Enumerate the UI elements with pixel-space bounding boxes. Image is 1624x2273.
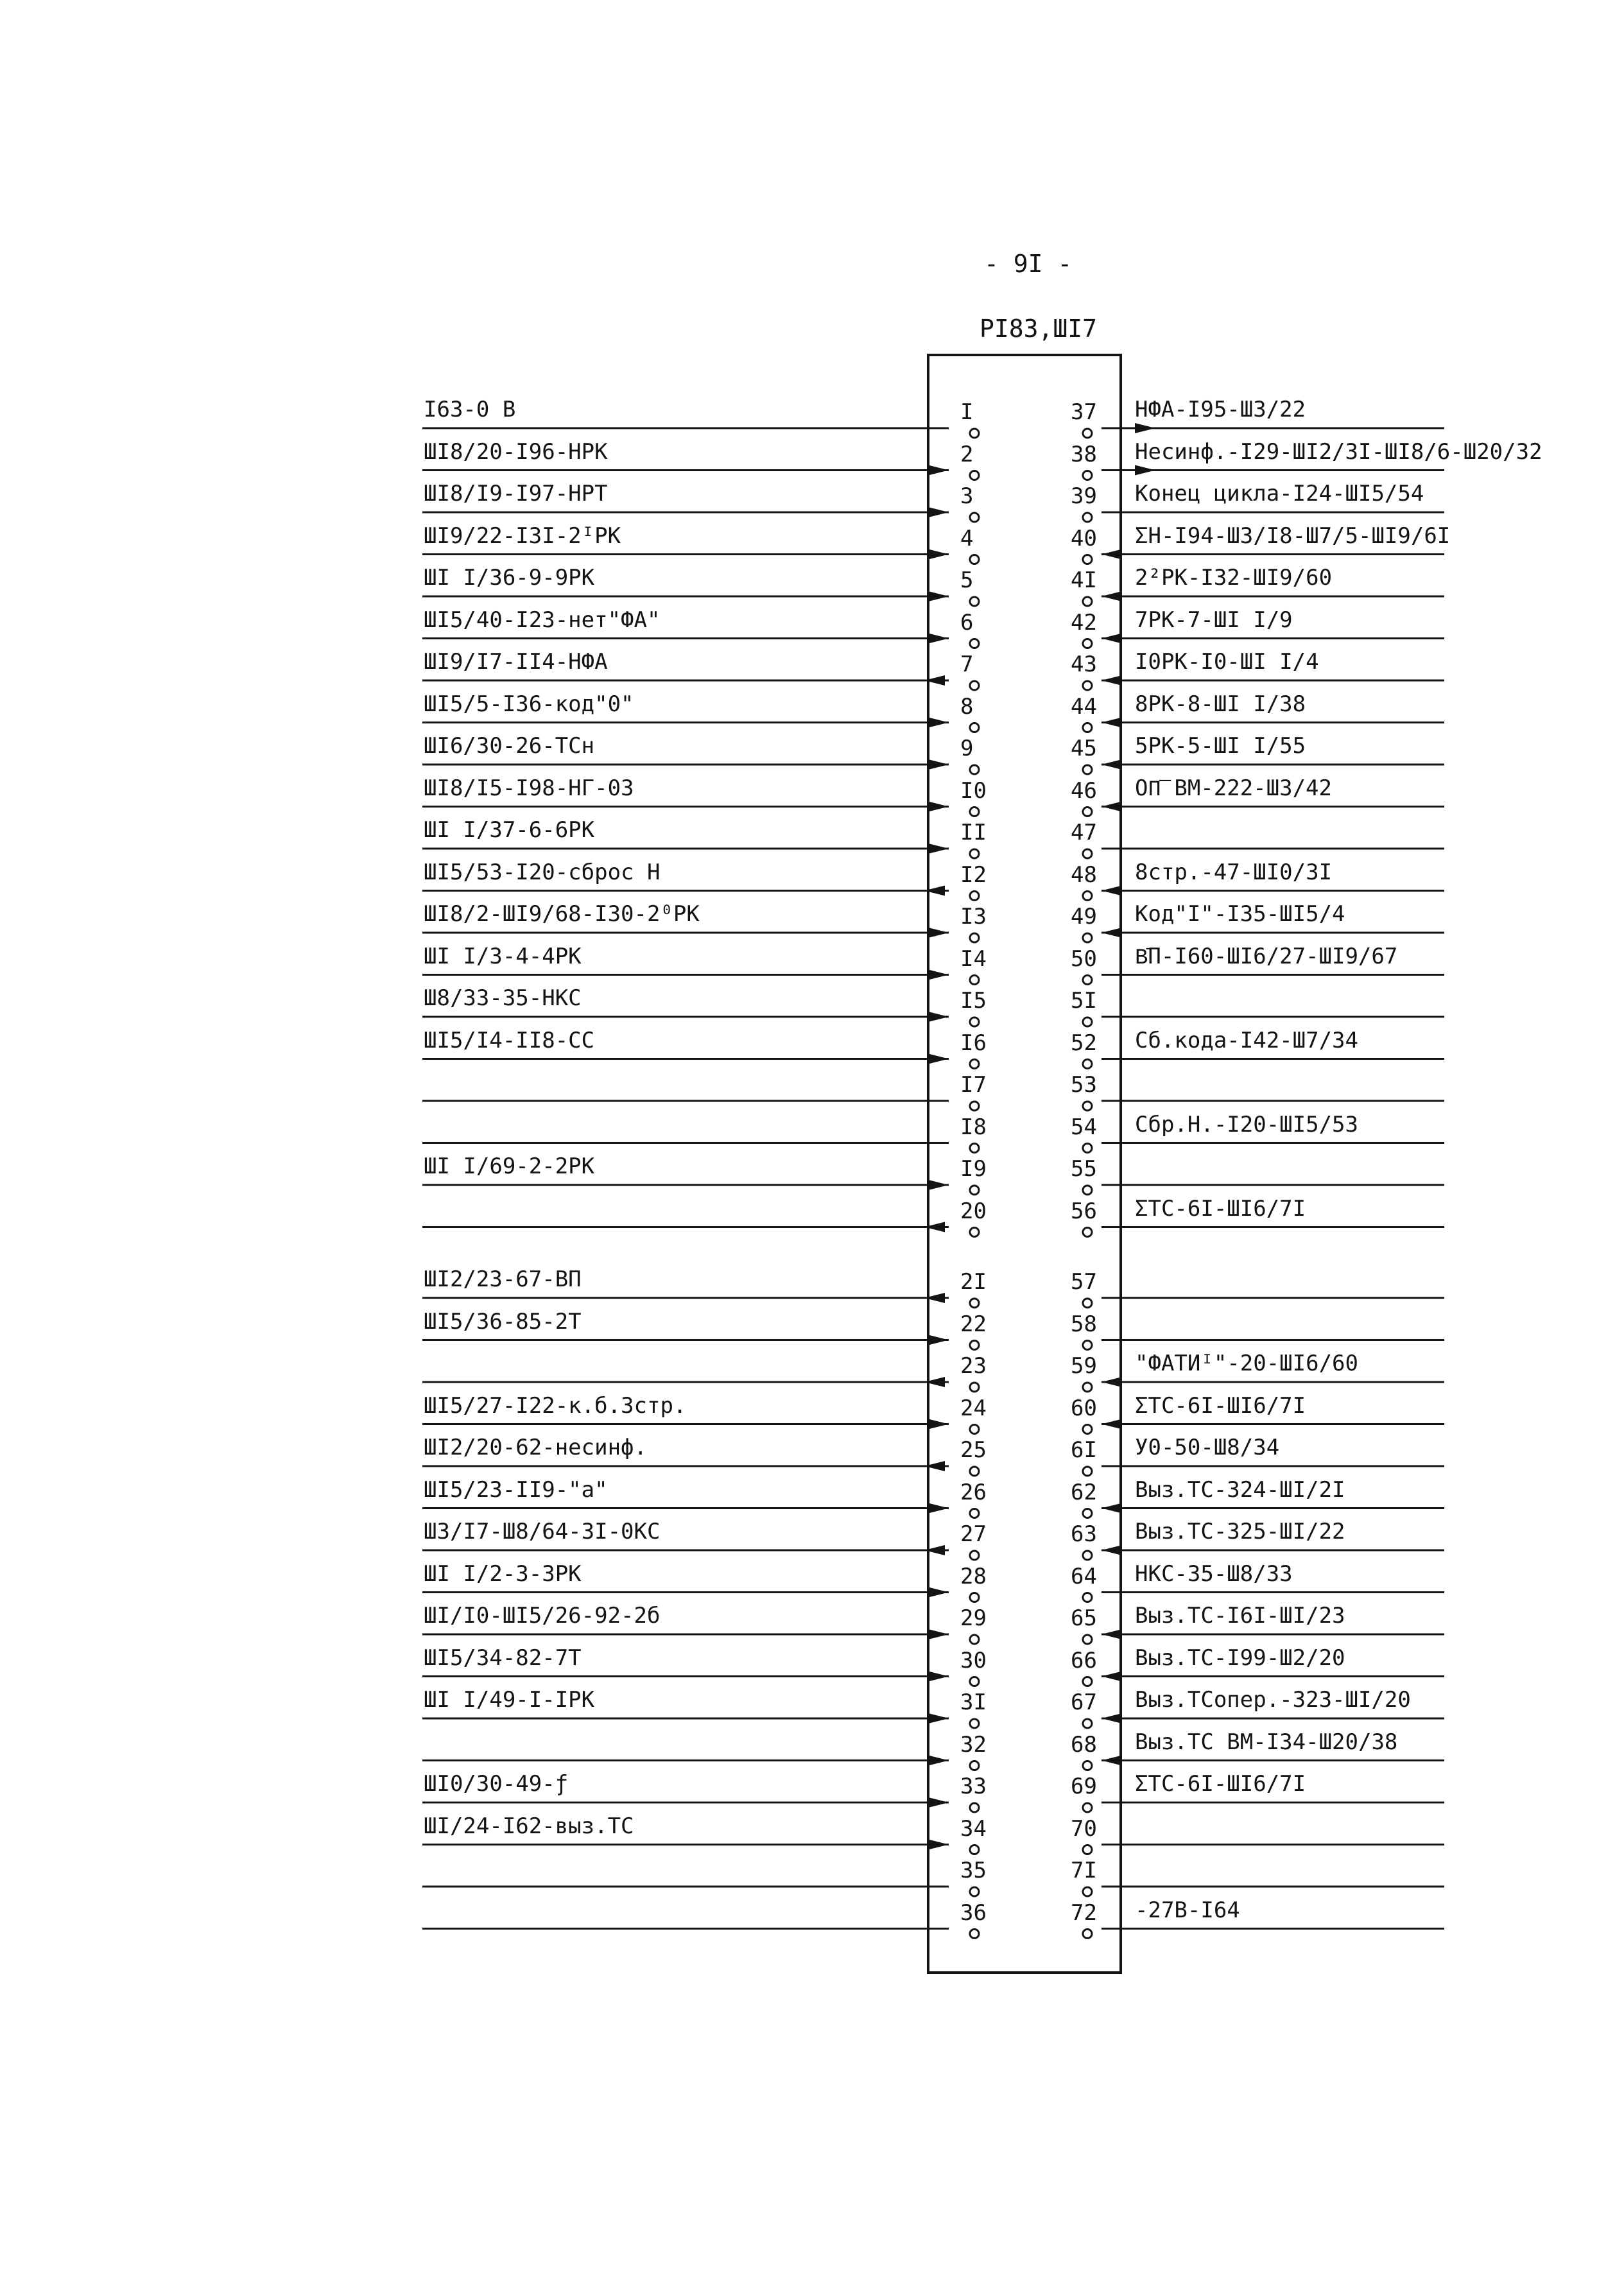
- right-wire: [1083, 1143, 1444, 1153]
- pin-contact-circle: [970, 1677, 979, 1686]
- right-pin-number: 64: [1071, 1563, 1097, 1589]
- right-wire: [1083, 675, 1444, 690]
- left-wire: [422, 1545, 979, 1560]
- pin-contact-circle: [970, 849, 979, 858]
- left-signal-label: ШI8/20-I96-НРК: [424, 438, 608, 465]
- right-signal-label: Сб.кода-I42-Ш7/34: [1135, 1027, 1358, 1053]
- right-signal-label: ΣТС-6I-ШI6/7I: [1135, 1771, 1306, 1797]
- pin-contact-circle: [1083, 849, 1092, 858]
- pin-contact-circle: [1083, 429, 1092, 438]
- pin-contact-circle: [970, 681, 979, 690]
- pin-contact-circle: [970, 1228, 979, 1237]
- pin-contact-circle: [970, 1144, 979, 1153]
- right-wire: [1083, 849, 1444, 858]
- right-signal-label: "ФАТИᴵ"-20-ШI6/60: [1135, 1351, 1358, 1376]
- pin-contact-circle: [1083, 1467, 1092, 1476]
- left-signal-label: ШI I/2-3-3РК: [424, 1560, 582, 1587]
- right-pin-number: 57: [1071, 1269, 1097, 1295]
- left-signal-label: ШI8/I9-I97-НРТ: [424, 481, 608, 506]
- right-wire: [1083, 1185, 1444, 1195]
- left-wire: [422, 886, 979, 901]
- pin-contact-circle: [970, 513, 979, 522]
- left-wire: [422, 1180, 979, 1195]
- right-pin-number: 44: [1071, 693, 1097, 720]
- left-pin-number: 9: [960, 736, 974, 761]
- left-wire: [422, 1335, 979, 1350]
- right-pin-number: 39: [1071, 483, 1097, 509]
- right-signal-label: Выз.ТС ВМ-I34-Ш20/38: [1135, 1729, 1398, 1755]
- left-wire: [422, 1377, 979, 1392]
- left-pin-number: I3: [960, 904, 987, 929]
- left-pin-number: I4: [960, 946, 987, 972]
- pin-contact-circle: [1083, 1677, 1092, 1686]
- right-wire: [1083, 1059, 1444, 1069]
- pin-contact-circle: [1083, 471, 1092, 480]
- pin-contact-circle: [970, 1186, 979, 1195]
- left-wire: [422, 843, 979, 858]
- right-pin-number: 72: [1071, 1899, 1097, 1926]
- pin-contact-circle: [970, 1803, 979, 1812]
- pin-contact-circle: [1083, 1803, 1092, 1812]
- right-pin-number: 50: [1071, 946, 1097, 972]
- left-pin-number: 26: [960, 1479, 987, 1505]
- pin-contact-circle: [1083, 1930, 1092, 1939]
- right-pin-number: 68: [1071, 1731, 1097, 1758]
- pin-contact-circle: [970, 976, 979, 985]
- pin-contact-circle: [970, 1930, 979, 1939]
- pin-contact-circle: [1083, 933, 1092, 942]
- right-wire: [1083, 591, 1444, 606]
- right-signal-label: Выз.ТС-325-ШI/22: [1135, 1519, 1345, 1544]
- right-pin-number: 5I: [1071, 988, 1097, 1014]
- pin-contact-circle: [1083, 1299, 1092, 1308]
- right-pin-number: 58: [1071, 1311, 1097, 1337]
- right-signal-label: Выз.ТС-324-ШI/2I: [1135, 1476, 1345, 1503]
- right-pin-number: 66: [1071, 1647, 1097, 1673]
- pin-contact-circle: [970, 1887, 979, 1896]
- pin-contact-circle: [1083, 1761, 1092, 1770]
- pin-contact-circle: [1083, 892, 1092, 901]
- left-signal-label: ШI0/30-49-ƒ: [424, 1771, 569, 1797]
- right-wire: [1083, 1713, 1444, 1728]
- pin-contact-circle: [1083, 723, 1092, 732]
- pin-contact-circle: [1083, 1341, 1092, 1350]
- left-pin-number: I0: [960, 777, 987, 804]
- left-wire: [422, 1012, 979, 1026]
- pin-contact-circle: [970, 1102, 979, 1111]
- pin-contact-circle: [1083, 597, 1092, 606]
- pin-contact-circle: [1083, 1228, 1092, 1237]
- pin-contact-circle: [1083, 1186, 1092, 1195]
- right-pin-number: 40: [1071, 525, 1097, 551]
- pin-contact-circle: [1083, 1719, 1092, 1728]
- left-wire: [422, 718, 979, 732]
- right-pin-number: 38: [1071, 441, 1097, 467]
- left-pin-number: 36: [960, 1899, 987, 1926]
- right-pin-number: 55: [1071, 1156, 1097, 1182]
- connector-title: PI83,ШI7: [980, 315, 1098, 343]
- left-pin-number: 2I: [960, 1269, 987, 1295]
- left-signal-label: ШI I/37-6-6РК: [424, 817, 595, 843]
- right-signal-label: 5РК-5-ШI I/55: [1135, 733, 1306, 759]
- pin-contact-circle: [970, 1551, 979, 1560]
- pin-contact-circle: [970, 1761, 979, 1770]
- left-signal-label: ШI I/3-4-4РК: [424, 943, 582, 969]
- pin-contact-circle: [970, 1845, 979, 1854]
- right-signal-label: ΣН-I94-Ш3/I8-Ш7/5-ШI9/6I: [1135, 523, 1451, 549]
- left-pin-number: 6: [960, 609, 974, 635]
- left-wire: [422, 928, 979, 942]
- right-wire: [1083, 1419, 1444, 1434]
- left-signal-label: ШI5/36-85-2Т: [424, 1308, 582, 1335]
- left-signal-label: ШI9/22-I3I-2ᴵРК: [424, 523, 621, 549]
- right-wire: [1083, 1845, 1444, 1854]
- right-signal-label: НФА-I95-Ш3/22: [1135, 397, 1306, 422]
- left-signal-label: Ш8/33-35-НКС: [424, 985, 582, 1011]
- right-wire: [1083, 1298, 1444, 1308]
- left-wire: [422, 1461, 979, 1476]
- left-pin-number: 2: [960, 441, 974, 467]
- right-pin-number: 59: [1071, 1353, 1097, 1379]
- right-signal-label: 7РК-7-ШI I/9: [1135, 607, 1293, 633]
- left-pin-number: 3: [960, 483, 974, 509]
- left-pin-number: I: [960, 399, 974, 425]
- right-signal-label: ОП͞ ВМ-222-Ш3/42: [1135, 775, 1332, 801]
- right-pin-number: 56: [1071, 1198, 1097, 1224]
- right-pin-number: 52: [1071, 1030, 1097, 1056]
- pin-contact-circle: [1083, 1593, 1092, 1602]
- right-wire: [1083, 634, 1444, 648]
- pin-contact-circle: [970, 429, 979, 438]
- left-wire: [422, 970, 979, 985]
- left-signal-label: ШI5/53-I20-сброс Н: [424, 859, 661, 885]
- right-wire: [1083, 512, 1444, 522]
- left-pin-number: 7: [960, 652, 974, 677]
- left-wire: [422, 759, 979, 774]
- pin-contact-circle: [970, 765, 979, 774]
- right-wire: [1083, 1101, 1444, 1111]
- right-wire: [1083, 1503, 1444, 1518]
- right-pin-number: 4I: [1071, 567, 1097, 593]
- left-signal-label: ШI9/I7-II4-НФА: [424, 649, 608, 675]
- right-pin-number: 48: [1071, 861, 1097, 888]
- left-wire: [422, 1672, 979, 1686]
- left-signal-label: ШI6/30-26-ТСн: [424, 733, 595, 759]
- left-wire: [422, 549, 979, 564]
- pin-contact-circle: [970, 555, 979, 564]
- right-pin-number: 60: [1071, 1395, 1097, 1421]
- right-pin-number: 70: [1071, 1815, 1097, 1842]
- right-wire: [1083, 928, 1444, 942]
- left-signal-label: I63-0 B: [424, 397, 516, 422]
- right-wire: [1083, 802, 1444, 817]
- pin-contact-circle: [970, 1383, 979, 1392]
- pin-contact-circle: [1083, 765, 1092, 774]
- right-pin-number: 42: [1071, 609, 1097, 635]
- pin-contact-circle: [1083, 808, 1092, 817]
- right-pin-number: 54: [1071, 1114, 1097, 1140]
- pin-contact-circle: [970, 1593, 979, 1602]
- left-pin-number: 24: [960, 1395, 987, 1421]
- left-signal-label: ШI I/49-I-IРК: [424, 1687, 595, 1713]
- right-signal-label: Код"I"-I35-ШI5/4: [1135, 901, 1345, 927]
- right-pin-number: 67: [1071, 1690, 1097, 1715]
- right-wire: [1083, 1593, 1444, 1602]
- right-wire: [1083, 1017, 1444, 1026]
- left-pin-number: 20: [960, 1198, 987, 1224]
- left-wire: [422, 675, 979, 690]
- left-pin-number: 23: [960, 1353, 987, 1379]
- right-wire: [1083, 465, 1444, 480]
- pin-contact-circle: [1083, 639, 1092, 648]
- right-pin-number: 63: [1071, 1521, 1097, 1547]
- pin-contact-circle: [970, 1635, 979, 1644]
- left-wire: [422, 507, 979, 522]
- left-pin-number: II: [960, 820, 987, 845]
- left-signal-label: ШI8/I5-I98-НГ-03: [424, 775, 634, 801]
- right-signal-label: 8РК-8-ШI I/38: [1135, 691, 1306, 717]
- right-signal-label: 8стр.-47-ШI0/3I: [1135, 859, 1333, 885]
- left-wire: [422, 1887, 979, 1896]
- left-wire: [422, 1419, 979, 1434]
- left-signal-label: ШI5/34-82-7Т: [424, 1645, 582, 1671]
- pin-contact-circle: [970, 808, 979, 817]
- left-signal-label: ШI2/20-62-несинф.: [424, 1435, 647, 1460]
- pin-contact-circle: [970, 892, 979, 901]
- right-wire: [1083, 1466, 1444, 1476]
- right-wire: [1083, 1887, 1444, 1896]
- left-signal-label: ШI5/5-I36-код"0": [424, 691, 634, 717]
- pin-contact-circle: [1083, 1060, 1092, 1069]
- right-wire: [1083, 886, 1444, 901]
- right-pin-number: 69: [1071, 1774, 1097, 1799]
- right-signal-label: I0РК-I0-ШI I/4: [1135, 649, 1319, 675]
- pin-contact-circle: [1083, 1887, 1092, 1896]
- left-signal-label: ШI2/23-67-ВП: [424, 1266, 582, 1292]
- right-pin-number: 43: [1071, 652, 1097, 677]
- left-pin-number: I6: [960, 1030, 987, 1056]
- left-pin-number: 4: [960, 525, 974, 551]
- right-pin-number: 53: [1071, 1072, 1097, 1098]
- left-signal-label: ШI5/27-I22-к.б.3стр.: [424, 1392, 687, 1419]
- right-wire: [1083, 1629, 1444, 1644]
- left-wire: [422, 1222, 979, 1237]
- pin-contact-circle: [1083, 1845, 1092, 1854]
- pin-contact-circle: [970, 723, 979, 732]
- right-pin-number: 46: [1071, 777, 1097, 804]
- pin-contact-circle: [1083, 1102, 1092, 1111]
- left-pin-number: 25: [960, 1437, 987, 1463]
- left-pin-number: I7: [960, 1072, 987, 1098]
- right-pin-number: 45: [1071, 736, 1097, 761]
- right-wire: [1083, 1545, 1444, 1560]
- pin-contact-circle: [970, 933, 979, 942]
- left-pin-number: 34: [960, 1815, 987, 1842]
- left-wire: [422, 1929, 979, 1939]
- pin-contact-circle: [970, 1017, 979, 1026]
- pin-contact-circle: [970, 1060, 979, 1069]
- left-pin-number: 27: [960, 1521, 987, 1547]
- pin-contact-circle: [970, 639, 979, 648]
- right-signal-label: Выз.ТСопер.-323-ШI/20: [1135, 1687, 1411, 1713]
- right-wire: [1083, 1756, 1444, 1770]
- left-pin-number: I5: [960, 988, 987, 1014]
- left-pin-number: 3I: [960, 1690, 987, 1715]
- right-wire: [1083, 1227, 1444, 1237]
- left-pin-number: 33: [960, 1774, 987, 1799]
- right-signal-label: ΣТС-6I-ШI6/7I: [1135, 1195, 1306, 1222]
- right-wire: [1083, 1672, 1444, 1686]
- left-pin-number: I2: [960, 861, 987, 888]
- pin-contact-circle: [970, 1509, 979, 1518]
- left-wire: [422, 802, 979, 817]
- right-pin-number: 47: [1071, 820, 1097, 845]
- right-pin-number: 6I: [1071, 1437, 1097, 1463]
- right-signal-label: 2²РК-I32-ШI9/60: [1135, 565, 1333, 591]
- left-wire: [422, 1797, 979, 1812]
- right-signal-label: ΣТС-6I-ШI6/7I: [1135, 1392, 1306, 1419]
- right-wire: [1083, 975, 1444, 985]
- left-pin-number: 35: [960, 1858, 987, 1883]
- pin-contact-circle: [1083, 1425, 1092, 1434]
- left-wire: [422, 428, 979, 438]
- pin-contact-circle: [1083, 681, 1092, 690]
- right-signal-label: Несинф.-I29-ШI2/3I-ШI8/6-Ш20/32: [1135, 438, 1542, 465]
- right-signal-label: Выз.ТС-I6I-ШI/23: [1135, 1603, 1345, 1629]
- right-pin-number: 7I: [1071, 1858, 1097, 1883]
- left-pin-number: 5: [960, 567, 974, 593]
- right-wire: [1083, 718, 1444, 732]
- left-wire: [422, 591, 979, 606]
- right-signal-label: НКС-35-Ш8/33: [1135, 1560, 1293, 1587]
- right-signal-label: Конец цикла-I24-ШI5/54: [1135, 481, 1424, 506]
- pin-contact-circle: [1083, 1551, 1092, 1560]
- left-signal-label: ШI/24-I62-выз.ТС: [424, 1813, 634, 1839]
- pin-contact-circle: [1083, 1017, 1092, 1026]
- left-signal-label: ШI/I0-ШI5/26-92-2б: [424, 1603, 661, 1629]
- pin-contact-circle: [1083, 1509, 1092, 1518]
- right-wire: [1083, 549, 1444, 564]
- left-wire: [422, 1101, 979, 1111]
- pin-contact-circle: [970, 597, 979, 606]
- right-pin-number: 37: [1071, 399, 1097, 425]
- left-signal-label: ШI I/69-2-2РК: [424, 1154, 595, 1179]
- right-pin-number: 49: [1071, 904, 1097, 929]
- left-signal-label: Ш3/I7-Ш8/64-3I-0КС: [424, 1519, 661, 1544]
- right-wire: [1083, 423, 1444, 438]
- left-wire: [422, 1840, 979, 1854]
- right-signal-label: У0-50-Ш8/34: [1135, 1435, 1280, 1460]
- pin-contact-circle: [970, 471, 979, 480]
- left-pin-number: 8: [960, 693, 974, 720]
- pin-contact-circle: [1083, 1635, 1092, 1644]
- left-pin-number: 28: [960, 1563, 987, 1589]
- left-pin-number: I8: [960, 1114, 987, 1140]
- left-wire: [422, 1293, 979, 1308]
- right-signal-label: Сбр.Н.-I20-ШI5/53: [1135, 1111, 1358, 1137]
- right-signal-label: В͞П-I60-ШI6/27-ШI9/67: [1135, 943, 1398, 969]
- left-wire: [422, 1587, 979, 1602]
- pin-contact-circle: [970, 1299, 979, 1308]
- left-pin-number: 32: [960, 1731, 987, 1758]
- pin-contact-circle: [970, 1425, 979, 1434]
- left-signal-label: ШI8/2-ШI9/68-I30-2⁰РК: [424, 901, 700, 927]
- right-wire: [1083, 1929, 1444, 1939]
- left-wire: [422, 1629, 979, 1644]
- page-number: - 9I -: [984, 250, 1073, 278]
- right-signal-label: Выз.ТС-I99-Ш2/20: [1135, 1645, 1345, 1671]
- left-wire: [422, 1143, 979, 1153]
- pin-contact-circle: [1083, 555, 1092, 564]
- pin-contact-circle: [970, 1719, 979, 1728]
- left-pin-number: I9: [960, 1156, 987, 1182]
- pin-contact-circle: [970, 1341, 979, 1350]
- pin-contact-circle: [1083, 976, 1092, 985]
- pin-contact-circle: [970, 1467, 979, 1476]
- left-signal-label: ШI5/23-II9-"а": [424, 1476, 608, 1503]
- right-wire: [1083, 759, 1444, 774]
- pin-contact-circle: [1083, 513, 1092, 522]
- left-pin-number: 29: [960, 1605, 987, 1631]
- right-wire: [1083, 1377, 1444, 1392]
- left-wire: [422, 1503, 979, 1518]
- right-pin-number: 62: [1071, 1479, 1097, 1505]
- right-signal-label: -27В-I64: [1135, 1897, 1240, 1923]
- pin-contact-circle: [1083, 1383, 1092, 1392]
- left-signal-label: ШI I/36-9-9РК: [424, 565, 595, 591]
- left-wire: [422, 465, 979, 480]
- left-wire: [422, 1713, 979, 1728]
- left-pin-number: 30: [960, 1647, 987, 1673]
- pin-contact-circle: [1083, 1144, 1092, 1153]
- left-signal-label: ШI5/I4-II8-СС: [424, 1027, 595, 1053]
- right-pin-number: 65: [1071, 1605, 1097, 1631]
- left-signal-label: ШI5/40-I23-нет"ФА": [424, 607, 661, 633]
- right-wire: [1083, 1340, 1444, 1350]
- left-wire: [422, 1756, 979, 1770]
- left-wire: [422, 634, 979, 648]
- left-pin-number: 22: [960, 1311, 987, 1337]
- left-wire: [422, 1054, 979, 1069]
- right-wire: [1083, 1802, 1444, 1812]
